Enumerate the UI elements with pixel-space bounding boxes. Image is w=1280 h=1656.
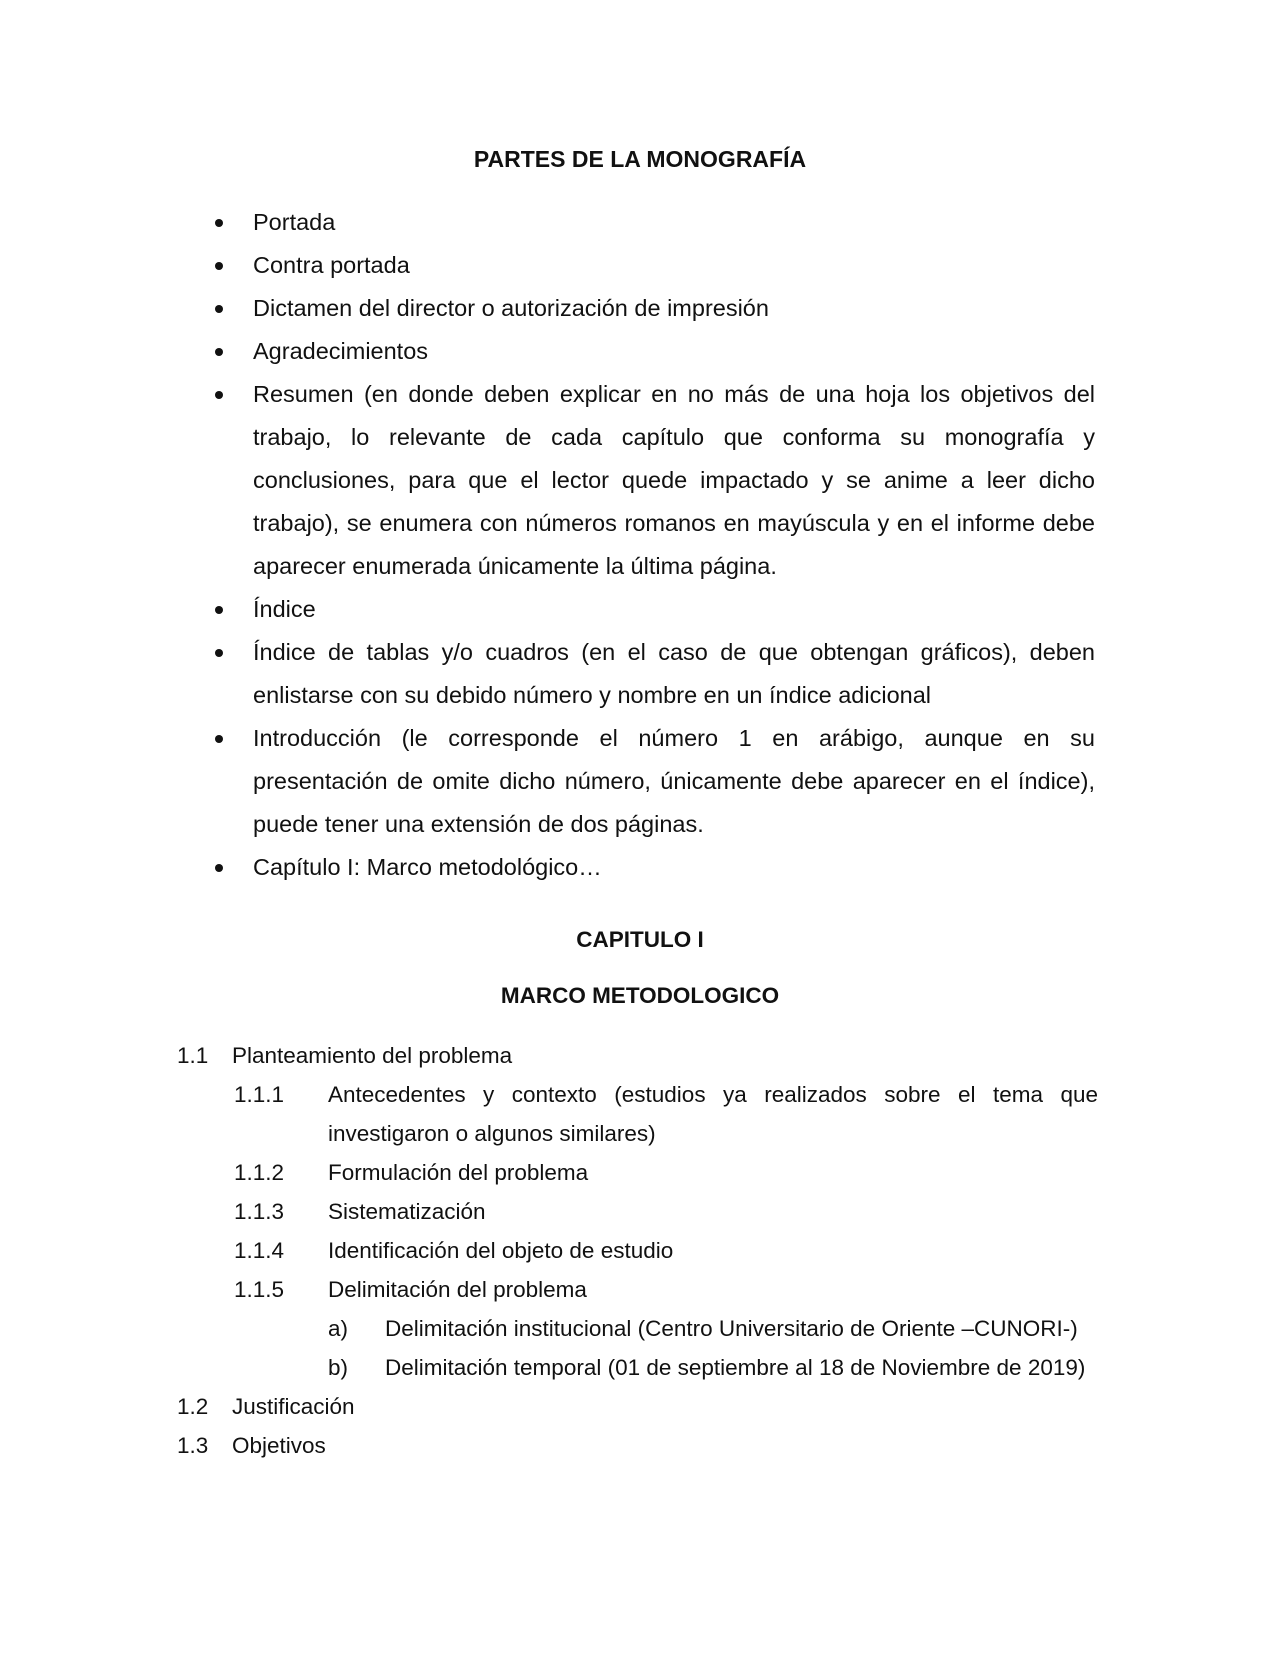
- list-item: Portada: [215, 201, 1095, 244]
- outline-item-1-1-3: 1.1.3 Sistematización: [234, 1199, 486, 1224]
- list-item: Índice: [215, 588, 1095, 631]
- bullet-icon: [215, 391, 223, 399]
- outline-item-1-1-5-b: b) Delimitación temporal (01 de septiembre al 18 de Noviembre de 2019): [328, 1355, 1086, 1380]
- outline-item-1-1-5-a: a) Delimitación institucional (Centro Universitario de Oriente –CUNORI-): [328, 1316, 1078, 1341]
- bullet-icon: [215, 305, 223, 313]
- bullet-icon: [215, 864, 223, 872]
- bullet-icon: [215, 649, 223, 657]
- list-item: Resumen (en donde deben explicar en no más de una hoja los objetivos del trabajo, lo relevante de cada capítulo que conforma su monografía y conclusiones, para que el lector quede impactado y se anime a leer dicho trabajo), se enumera con números romanos en mayúscula y en el informe debe aparecer enumerada únicamente la última página.: [215, 373, 1095, 588]
- bullet-icon: [215, 606, 223, 614]
- outline-item-1-3: 1.3 Objetivos: [177, 1433, 326, 1458]
- outline-item-1-2: 1.2 Justificación: [177, 1394, 355, 1419]
- outline-item-1-1-1: 1.1.1 Antecedentes y contexto (estudios ya realizados sobre el tema que investigaron o algunos similares): [234, 1082, 1098, 1146]
- bullet-icon: [215, 735, 223, 743]
- chapter-name: MARCO METODOLOGICO: [500, 983, 780, 1008]
- list-item: Contra portada: [215, 244, 1095, 287]
- outline-item-1-1-5: 1.1.5 Delimitación del problema: [234, 1277, 587, 1302]
- list-item: Introducción (le corresponde el número 1 en arábigo, aunque en su presentación de omite dicho número, únicamente debe aparecer en el índice), puede tener una extensión de dos páginas.: [215, 717, 1095, 846]
- bullet-icon: [215, 262, 223, 270]
- outline-item-1-1-4: 1.1.4 Identificación del objeto de estudio: [234, 1238, 674, 1263]
- list-item: Agradecimientos: [215, 330, 1095, 373]
- list-item: Índice de tablas y/o cuadros (en el caso de que obtengan gráficos), deben enlistarse con su debido número y nombre en un índice adicional: [215, 631, 1095, 717]
- list-item: Dictamen del director o autorización de impresión: [215, 287, 1095, 330]
- list-item: Capítulo I: Marco metodológico…: [215, 846, 1095, 889]
- chapter-label: CAPITULO I: [576, 927, 704, 952]
- outline-item-1-1: 1.1 Planteamiento del problema: [177, 1043, 513, 1068]
- parts-list: [215, 201, 1095, 889]
- bullet-icon: [215, 348, 223, 356]
- bullet-icon: [215, 219, 223, 227]
- page-title: PARTES DE LA MONOGRAFÍA: [473, 146, 807, 172]
- chapter-outline: [177, 1036, 1097, 1465]
- outline-item-1-1-2: 1.1.2 Formulación del problema: [234, 1160, 589, 1185]
